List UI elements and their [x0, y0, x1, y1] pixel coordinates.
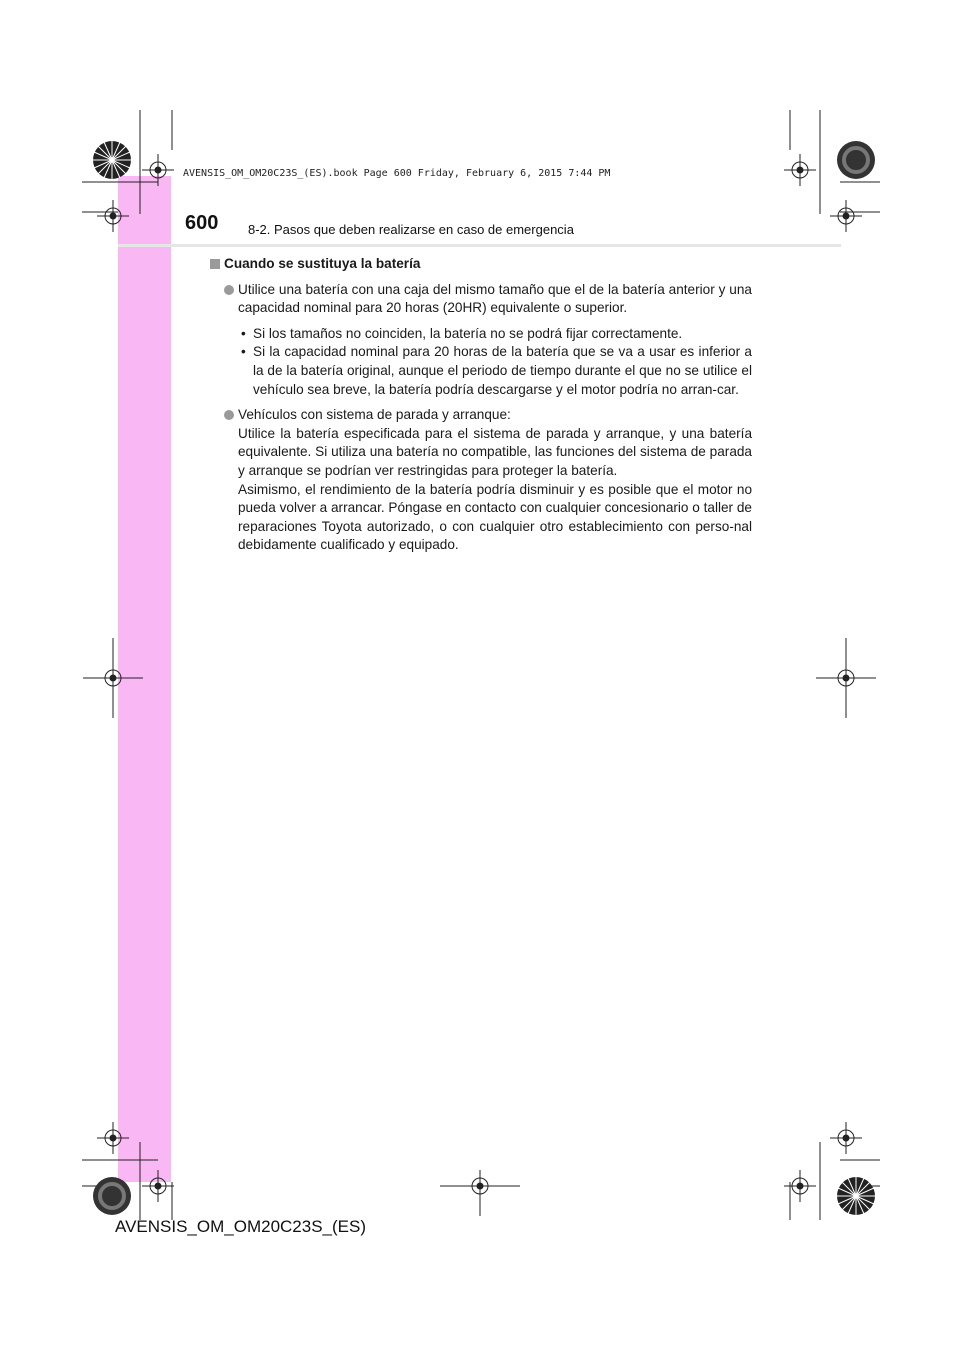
bullet-paragraph: Utilice la batería especificada para el sistema de parada y arranque, y una batería equivalente. Si utiliza una batería no compatible, las funciones del sistema de parada y arranque se podrían ver restringidas para proteger la batería. — [238, 425, 752, 478]
square-bullet-icon — [210, 259, 220, 269]
small-dot-icon: • — [241, 344, 246, 360]
page-number: 600 — [185, 212, 219, 234]
bullet-item — [208, 281, 752, 318]
sub-list-item — [238, 325, 752, 344]
section-header-title: 8-2. Pasos que deben realizarse en caso de emergencia — [248, 222, 574, 237]
registration-target-icon — [834, 138, 878, 182]
circle-bullet-icon — [224, 410, 234, 420]
header-rule — [118, 244, 841, 247]
footer-doc-code: AVENSIS_OM_OM20C23S_(ES) — [115, 1217, 366, 1236]
sub-list — [208, 325, 752, 399]
small-dot-icon: • — [241, 325, 246, 341]
bullet-paragraph: Asimismo, el rendimiento de la batería podría disminuir y es posible que el motor no pueda volver a arrancar. Póngase en contacto con cualquier concesionario o taller de reparaciones Toyota autorizado, o con cualquier otro establecimiento con perso-nal debidamente cualificado y equipado. — [238, 481, 752, 553]
sub-list-item — [238, 343, 752, 399]
bullet-paragraph: Vehículos con sistema de parada y arranque: — [238, 407, 511, 423]
section-heading — [208, 255, 752, 274]
side-color-strip — [118, 176, 171, 1182]
bullet-paragraph: Utilice una batería con una caja del mismo tamaño que el de la batería anterior y una capacidad nominal para 20 horas (20HR) equivalente o superior. — [238, 281, 752, 316]
circle-bullet-icon — [224, 285, 234, 295]
registration-target-icon — [90, 1174, 134, 1218]
sub-item-text: Si la capacidad nominal para 20 horas de la batería que se va a usar es inferior a la de la batería original, aunque el periodo de tiempo durante el que no se utilice el vehículo sea breve, la batería podría descargarse y el motor podría no arran-car. — [253, 344, 752, 397]
sub-item-text: Si los tamaños no coinciden, la batería no se podrá fijar correctamente. — [253, 325, 683, 341]
page-content — [208, 255, 752, 562]
section-heading-text: Cuando se sustituya la batería — [224, 256, 421, 271]
registration-target-icon — [834, 1174, 878, 1218]
bullet-item — [208, 406, 752, 555]
registration-target-icon — [90, 138, 134, 182]
book-stamp: AVENSIS_OM_OM20C23S_(ES).book Page 600 Friday, February 6, 2015 7:44 PM — [183, 168, 611, 179]
